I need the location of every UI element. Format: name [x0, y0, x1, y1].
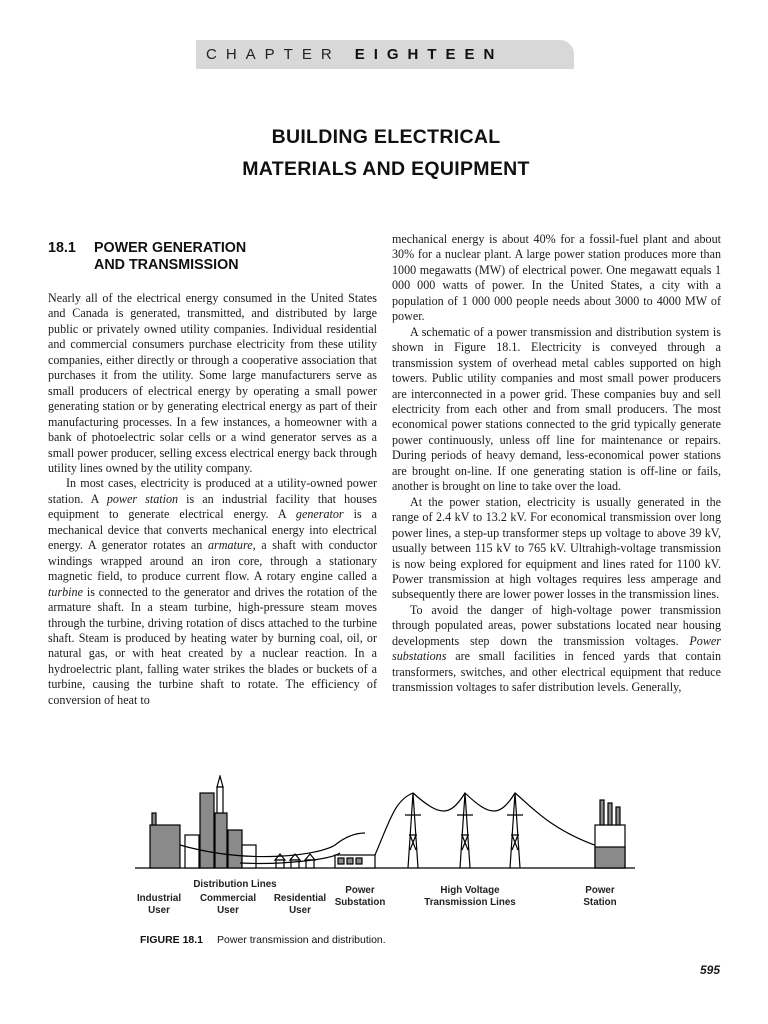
paragraph-2: In most cases, electricity is produced at a utility-owned power station. A power station is an industrial facility that houses equipment to generate electrical energy. A generator is a mechanical device that converts mechanical energy into electrical energy. A generator rotates an armature, a shaft with conductor windings wrapped around an iron core, through a stationary magnetic field, to produce current flow. A rotary engine called a turbine is connected to the generator and drives the rotation of the armature shaft. In a steam turbine, high-pressure steam moves through the turbine, driving rotation of discs attached to the turbine shaft. Steam is produced by heating water by burning coal, oil, or natural gas, or with heat created by a nuclear reaction. In a hydroelectric plant, falling water strikes the blades or buckets of a turbine, causing the turbine shaft to rotate. The efficiency of conversion of heat to	[48, 476, 378, 707]
chapter-number: EIGHTEEN	[354, 46, 504, 63]
label-commercial-user: Commercial User	[199, 893, 257, 916]
section-title-line1: POWER GENERATION	[94, 240, 247, 256]
paragraph-1: Nearly all of the electrical energy consumed in the United States and Canada is generated, transmitted, and distributed by large public or privately owned utility companies. Individual residential and commercial consumers purchase electricity from these utility companies, either directly or through a cooperative association that purchases it from the utility. Some large manufacturers serve as small producers of electrical energy by operating a small power generating station or by generating electrical energy as part of their manufacturing processes. In a few instances, a homeowner with a bank of photoelectric solar cells or a wind generator serves as a small power producer, selling excess electrical energy back through utility lines owned by the utility company.	[48, 291, 377, 475]
paragraph-6: To avoid the danger of high-voltage power transmission through populated areas, power substations located near housing developments step down the transmission voltages. Power substations are small facilities in fenced yards that contain transformers, switches, and other electrical equipment that reduce transmission voltages to safer distribution levels. Generally,	[392, 602, 721, 695]
right-column	[392, 232, 721, 696]
paragraph-3: mechanical energy is about 40% for a fossil-fuel plant and about 30% for a nuclear plant. A large power station produces more than 1000 megawatts (MW) of electrical power. One megawatt equals 1 000 000 watts of power. In the United States, a city with a population of 1 000 000 people needs about 3000 to 4000 MW of power.	[392, 232, 721, 324]
label-power-station: Power Station	[583, 885, 617, 908]
label-power-substation: Power Substation	[334, 885, 386, 908]
chapter-word: CHAPTER	[206, 46, 341, 63]
left-column	[48, 291, 377, 708]
caption-text: Power transmission and distribution.	[217, 934, 386, 946]
caption-number: FIGURE 18.1	[140, 934, 204, 946]
figure-18-1	[130, 775, 650, 925]
section-number: 18.1	[48, 240, 76, 256]
chapter-banner	[196, 40, 574, 69]
section-title-line2: AND TRANSMISSION	[94, 257, 239, 273]
label-distribution-lines: Distribution Lines	[193, 879, 277, 890]
label-high-voltage-lines: High Voltage Transmission Lines	[424, 885, 516, 908]
paragraph-4: A schematic of a power transmission and distribution system is shown in Figure 18.1. Electricity is conveyed through a transmission system of overhead metal cables supported on high towers. Public utility companies and most small power producers are interconnected in a power grid. These companies buy and sell electricity from each other and from small producers. The most economical power stations connected to the grid typically generate power continuously, unless off line for maintenance or repairs. During periods of heavy demand, less-economical power stations are brought on-line. If one generating station is off-line or fails, another is brought on line to take over the load.	[392, 324, 721, 494]
chapter-title	[0, 121, 768, 185]
label-industrial-user: Industrial User	[136, 893, 182, 916]
chapter-title-line1: BUILDING ELECTRICAL	[271, 126, 501, 148]
paragraph-5: At the power station, electricity is usually generated in the range of 2.4 kV to 13.2 kV. For economical transmission over long power lines, a step-up transformer steps up voltage to above 39 kV, usually between 115 kV to 765 kV. Ultrahigh-voltage transmission is now being explored for equipment and lines rated for 1100 kV. Power transmission at high voltages requires less amperage and subsequently there are lower power losses in the transmission lines.	[392, 494, 721, 602]
chapter-title-line2: MATERIALS AND EQUIPMENT	[242, 158, 530, 180]
section-heading	[48, 240, 368, 274]
transmission-diagram	[130, 775, 650, 875]
label-residential-user: Residential User	[273, 893, 327, 916]
figure-caption	[140, 934, 386, 946]
page-number: 595	[699, 963, 720, 977]
